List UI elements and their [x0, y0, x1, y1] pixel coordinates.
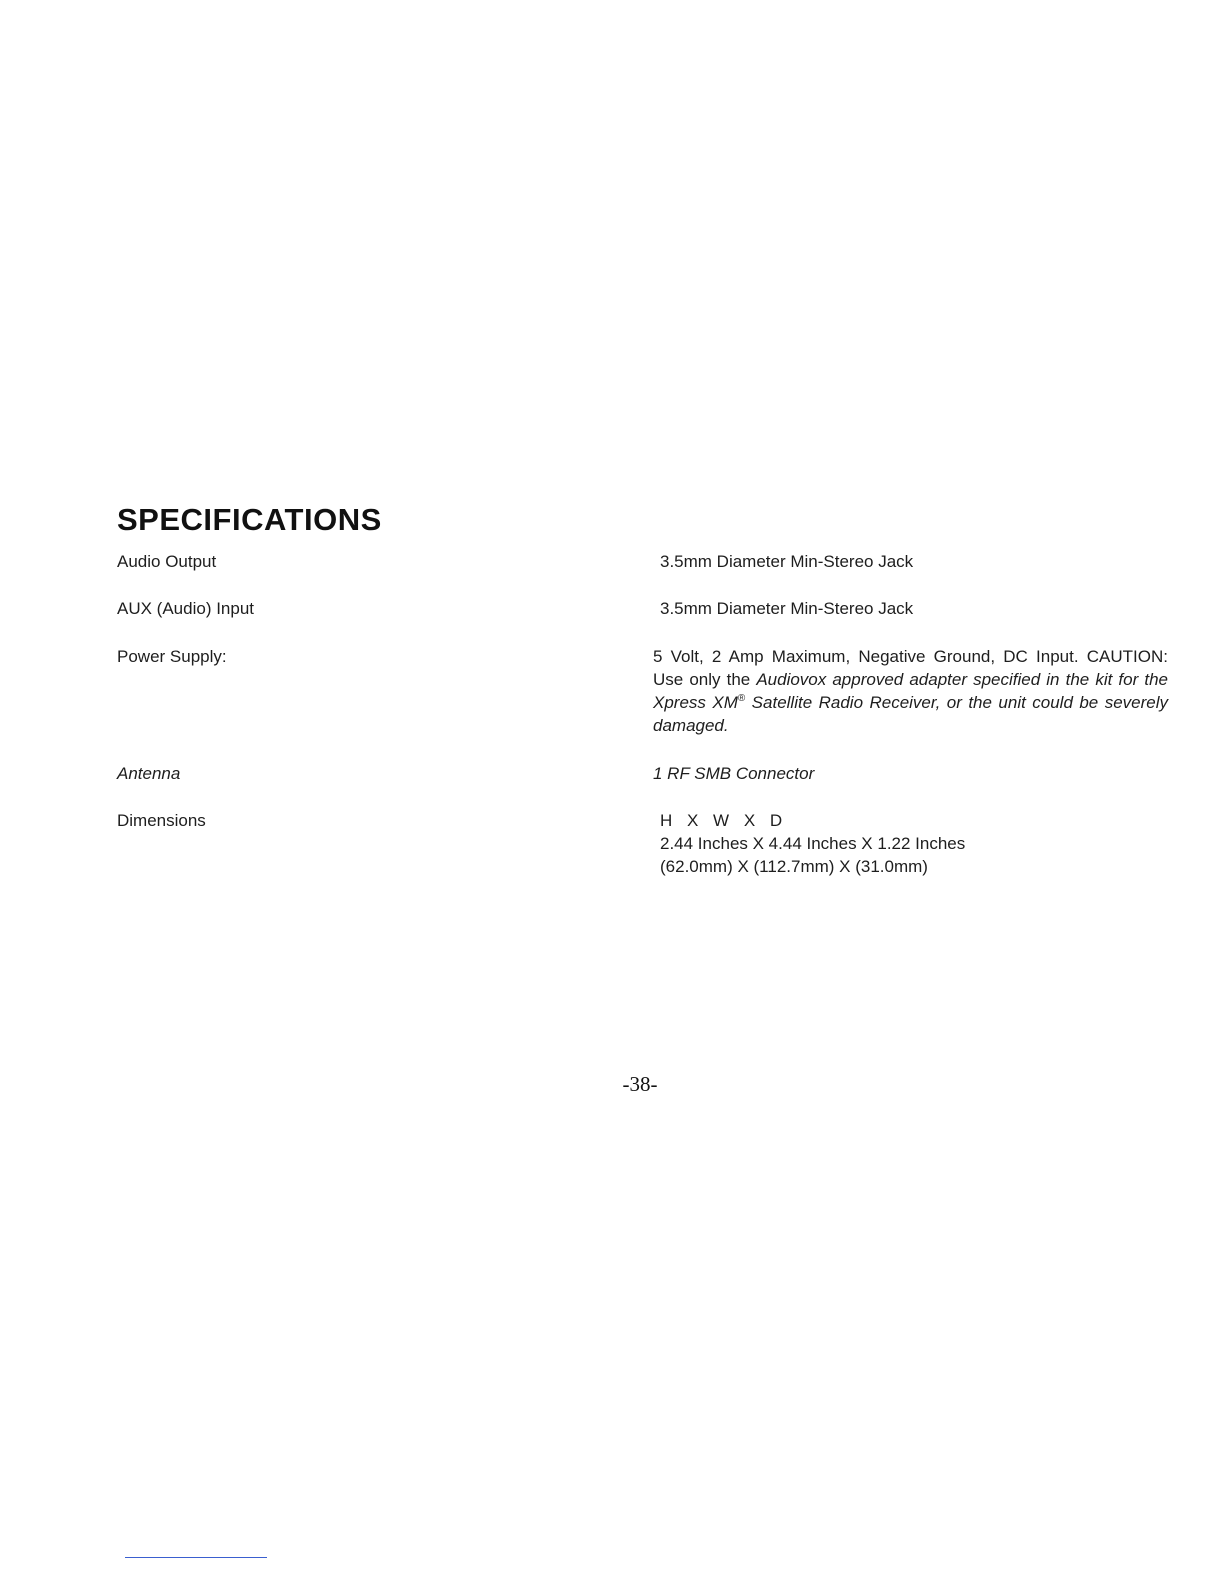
spec-value-dimensions — [660, 809, 965, 878]
spec-value-antenna: 1 RF SMB Connector — [653, 764, 815, 783]
power-supply-caution-italic: Audiovox approved adapter specified in the kit for the Xpress XM — [653, 670, 1168, 712]
page-title: SPECIFICATIONS — [117, 502, 382, 537]
dimensions-mm: (62.0mm) X (112.7mm) X (31.0mm) — [660, 857, 928, 876]
spec-label-power-supply: Power Supply: — [117, 647, 227, 666]
power-supply-caution-italic-end: Satellite Radio Receiver, or the unit could be severely damaged. — [653, 693, 1168, 735]
footer-rule — [125, 1557, 267, 1558]
spec-value-audio-output: 3.5mm Diameter Min-Stereo Jack — [660, 552, 914, 571]
spec-label-antenna: Antenna — [117, 764, 181, 783]
spec-value-power-supply — [653, 645, 1168, 737]
spec-value-aux-input: 3.5mm Diameter Min-Stereo Jack — [660, 599, 914, 618]
power-supply-text: 5 Volt, 2 Amp Maximum, Negative Ground, DC Input. CAUTION: Use only the — [653, 647, 1168, 689]
dimensions-inches: 2.44 Inches X 4.44 Inches X 1.22 Inches — [660, 834, 966, 853]
spec-label-dimensions: Dimensions — [117, 811, 206, 830]
spec-label-audio-output: Audio Output — [117, 552, 217, 571]
spec-label-aux-input: AUX (Audio) Input — [117, 599, 255, 618]
registered-mark: ® — [737, 693, 746, 704]
dimensions-axes: H X W X D — [660, 811, 788, 830]
page-number: -38- — [622, 1072, 658, 1096]
